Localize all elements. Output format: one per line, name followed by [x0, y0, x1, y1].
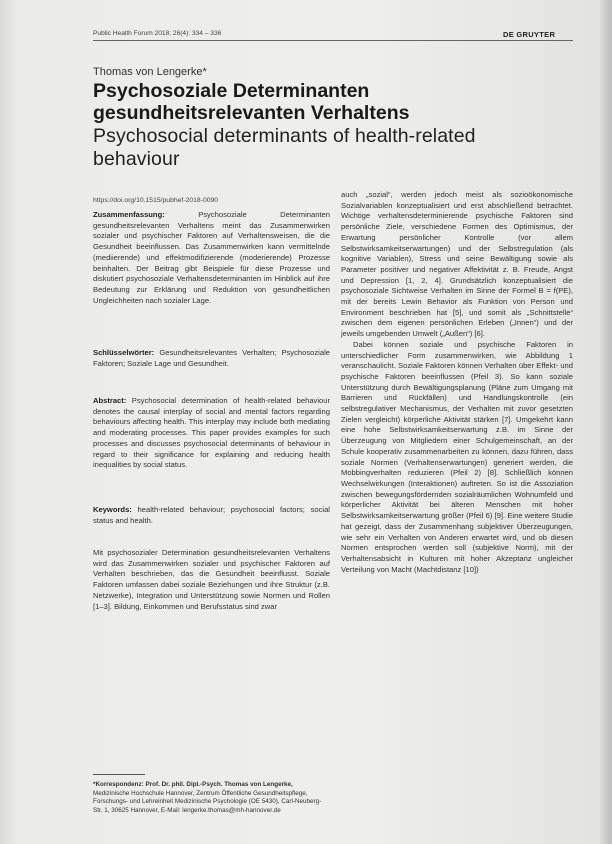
- zusammenfassung-label: Zusammenfassung:: [93, 210, 165, 219]
- abstract: [93, 396, 330, 471]
- publisher-logo: DE GRUYTER: [503, 30, 556, 39]
- keywords-label: Keywords:: [93, 505, 132, 514]
- doi-link[interactable]: https://doi.org/10.1515/pubhef-2018-0090: [93, 197, 219, 204]
- intro-paragraph-text: Mit psychosozialer Determination gesundheitsrelevanten Verhaltens wird das Zusammenwirken sozialer und psychischer Faktoren auf Verhalten beschrieben, das die Gesundheit beeinflusst. Soziale Faktoren umfassen dabei soziale Beziehungen und ihre Struktur (z.B. Netzwerke), Integration und Unterstützung sowie Normen und Rollen [1–3]. Bildung, Einkommen und Berufsstatus sind zwar: [93, 548, 330, 611]
- title-german: [93, 80, 573, 124]
- schluesselwoerter-label: Schlüsselwörter:: [93, 348, 155, 357]
- title-german-line-1: Psychosoziale Determinanten: [93, 80, 370, 102]
- header-rule: [93, 40, 573, 41]
- abstract-label: Abstract:: [93, 396, 127, 405]
- title-english: [93, 125, 573, 171]
- correspondence-footnote: [93, 781, 330, 815]
- author-name: Thomas von Lengerke*: [93, 66, 207, 78]
- schluesselwoerter-text: Gesundheitsrelevantes Verhalten; Psychosoziale Faktoren; Soziale Lage und Gesundheit.: [93, 348, 330, 368]
- zusammenfassung: [93, 210, 330, 306]
- journal-citation: Public Health Forum 2018; 26(4): 334 – 336: [93, 30, 222, 37]
- abstract-text: Psychosocial determination of health-related behaviour denotes the causal interplay of social and mental factors regarding behaviours affecting health. This interplay may include both mediating and moderating processes. This paper provides examples for such processes and discusses psychosocial determinants of behaviour in regard to their significance for explaining and reducing health inequalities by social status.: [93, 396, 330, 470]
- intro-paragraph: [93, 548, 330, 612]
- schluesselwoerter: [93, 348, 330, 369]
- right-paragraph-2: Dabei können soziale und psychische Faktoren in unterschiedlicher Form zusammenwirken, wie Abbildung 1 veranschaulicht. Soziale Faktoren können Verhalten über Effekt- und psychische Faktoren beeinflussen (Pfeil 3). So kann soziale Unterstützung durch Bewältigungsplanung (Pläne zum Umgang mit Barrieren und Rückfällen) und Handlungskontrolle (ein selbstregulativer Mechanismus, der Verhalten mit zuvor gesetzten Zielen vergleicht) körperliche Aktivität stärken [7]. Umgekehrt kann eine hohe Selbstwirksamkeitserwartung z.B. im Sinne der Überzeugung von Mitgliedern einer Schulgemeinschaft, an der Schule kooperativ zusammenarbeiten zu können, dazu führen, dass soziale Normen (Verhaltenserwartungen) generiert werden, die Mobbingverhalten reduzieren (Pfeil 2) [8]. Schließlich können Wechselwirkungen (Interaktionen) auftreten. So ist die Assoziation zwischen bewegungsfördernden sozialräumlichen Wohnumfeld und körperlicher Aktivität bei älteren Menschen mit hoher Selbstwirksamkeitserwartung größer (Pfeil 6) [9]. Eine weitere Studie hat gezeigt, dass der Zusammenhang subjektiver Überzeugungen, wie sehr ein Verhalten von Anderen erwartet wird, und ob diesen Normen entsprochen werden soll (subjektive Norm), mit der Verhaltensabsicht in Kulturen mit hoher Akzeptanz ungleicher Verteilung von Macht (Machtdistanz [10]): [341, 339, 573, 574]
- right-paragraph-1: auch „sozial“, werden jedoch meist als sozioökonomische Sozialvariablen konzeptualisiert und erst abschließend betrachtet. Wichtige verhaltensdeterminierende psychische Faktoren sind persönliche Ziele, verschiedene Formen des Optimismus, der Erwartung persönlicher Kontrolle (vor allem Selbstwirksamkeitserwartungen) und der Selbstregulation (als kognitive Variablen), Stress und seine Bewältigung sowie als Parameter positiver und negativer Affektivität z. B. Freude, Angst und Depression [1, 2, 4]. Grundsätzlich konzeptualisiert die psychosoziale Sichtweise Verhalten im Sinne der Formel B = f(PE), mit der bereits Lewin Behavior als Funktion von Person und Environment beschrieben hat [5], und somit als „Schnittstelle“ zwischen dem eigenen persönlichen Erleben („Innen“) und der jeweils umgebenden Umwelt („Außen“) [6].: [341, 190, 573, 339]
- title-german-line-2: gesundheitsrelevanten Verhaltens: [93, 102, 410, 124]
- keywords-text: health-related behaviour; psychosocial factors; social status and health.: [93, 505, 330, 525]
- scan-edge: [600, 0, 612, 844]
- footnote-rule: [93, 774, 145, 775]
- title-english-line-1: Psychosocial determinants of health-related: [93, 125, 476, 147]
- keywords: [93, 505, 330, 526]
- right-column: [341, 190, 573, 575]
- footnote-text: Medizinische Hochschule Hannover, Zentrum Öffentliche Gesundheitspflege, Forschungs- und Lehreinheit Medizinische Psychologie (OE 5430), Carl-Neuberg-Str. 1, 30625 Hannover, E-Mail: lengerke.thomas@mh-hannover.de: [93, 789, 322, 814]
- zusammenfassung-text: Psychosoziale Determinanten gesundheitsrelevanten Verhaltens meint das Zusammenwirken sozialer und psychischer Faktoren auf Verhaltensweisen, die die Gesundheit beeinflussen. Das Zusammenwirken kann vermittelnde (mediierende) und effektmodifizierende (moderierende) Prozesse beinhalten. Der Beitrag gibt Beispiele für diese Prozesse und diskutiert psychosoziale Verhaltensdeterminanten im Hinblick auf ihre Bedeutung zur Erklärung und Reduktion von gesundheitlichen Ungleichheiten nach sozialer Lage.: [93, 210, 330, 305]
- title-english-line-2: behaviour: [93, 148, 180, 170]
- footnote-label: *Korrespondenz: Prof. Dr. phil. Dipl.-Psych. Thomas von Lengerke,: [93, 781, 293, 788]
